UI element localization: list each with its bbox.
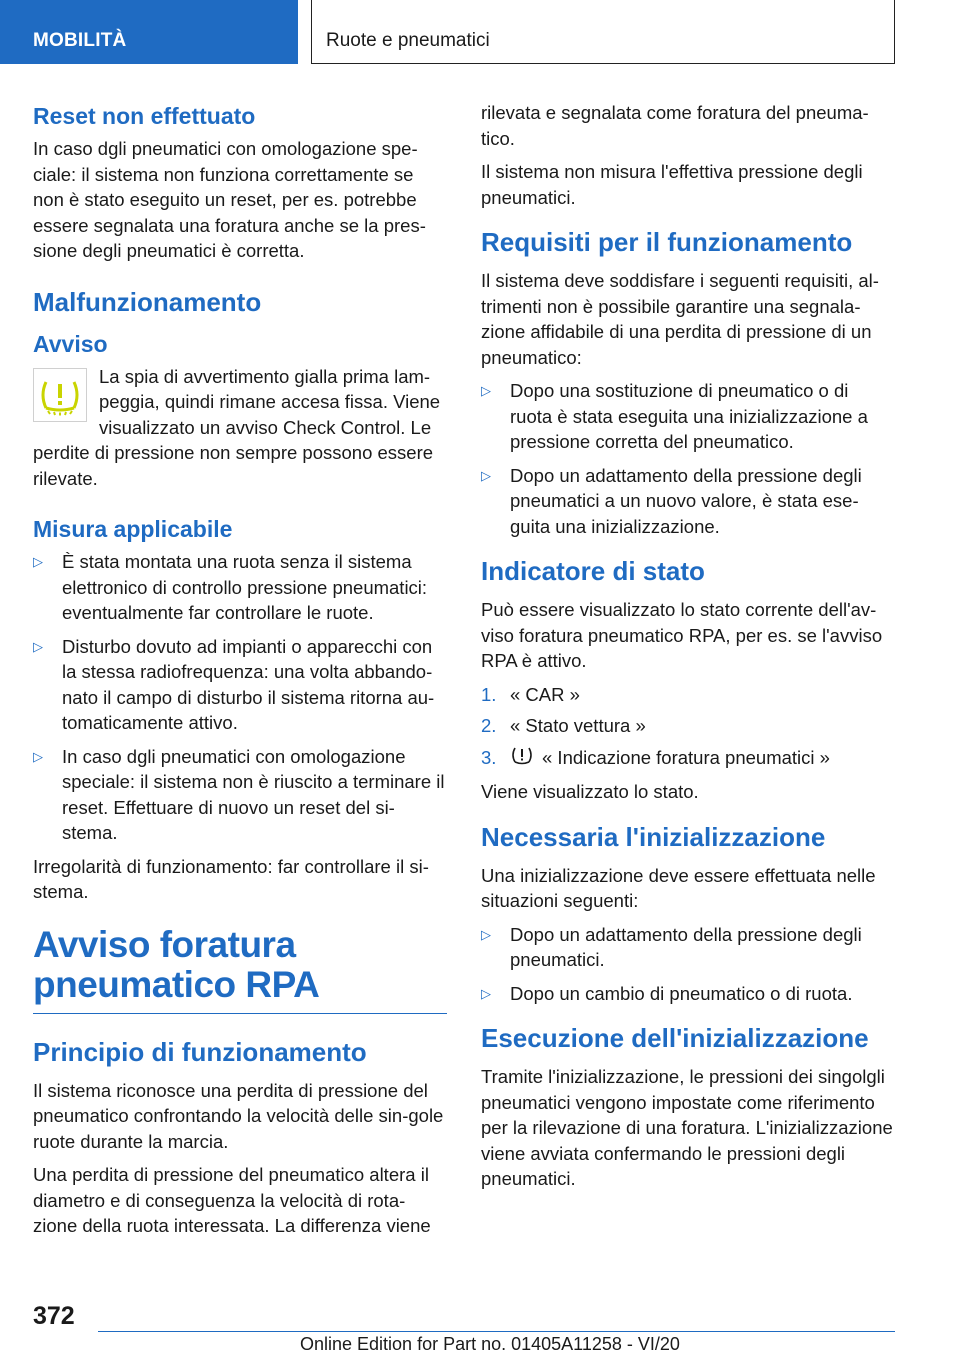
warning-block	[33, 364, 447, 500]
init-needed-list	[481, 922, 895, 1007]
triangle-bullet-icon: ▷	[33, 638, 43, 654]
reset-heading: Reset non effettuato	[33, 103, 256, 129]
tire-pressure-inline-icon	[510, 745, 534, 774]
malfunction-heading: Malfunzionamento	[33, 286, 262, 317]
list-item: ▷ Dopo un adattamento della pressione degli pneumatici a un nuovo valore, è stata ese-guita una inizializzazione.	[481, 464, 862, 537]
reset-paragraph: In caso dgli pneumatici con omologazione spe-ciale: il sistema non funziona correttamente se non è stato eseguito un reset, per es. potrebbe essere segnalata una foratura anche se la pres-sione degli pneumatici è corretta.	[33, 138, 426, 261]
principle-paragraph-2: Una perdita di pressione del pneumatico altera il diametro e di conseguenza la velocità di rota-zione della ruota interessata. La differenza viene	[33, 1164, 431, 1236]
triangle-bullet-icon: ▷	[481, 467, 491, 483]
principle-paragraph-1: Il sistema riconosce una perdita di pressione del pneumatico confrontando la velocità delle sin-gole ruote durante la marcia.	[33, 1079, 444, 1152]
step-item: 2. « Stato vettura »	[481, 715, 646, 736]
step-item: 1. « CAR »	[481, 683, 580, 705]
measure-list	[33, 549, 447, 846]
triangle-bullet-icon: ▷	[481, 926, 491, 942]
list-item: ▷ Dopo un cambio di pneumatico o di ruota.	[481, 981, 895, 1007]
init-needed-paragraph: Una inizializzazione deve essere effettuata nelle situazioni seguenti:	[481, 864, 876, 911]
init-exec-paragraph: Tramite l'inizializzazione, le pressioni dei singolgli pneumatici vengono impostate come riferimento per la rilevazione di una foratura. L'inizializzazione viene avviata confermando le pressioni degli pneumatici.	[481, 1066, 893, 1189]
list-item: ▷ Disturbo dovuto ad impianti o apparecchi con la stessa radiofrequenza: una volta abbando-nato il campo di disturbo il sistema ritorna au-tomaticamente attivo.	[33, 635, 435, 733]
requirements-heading: Requisiti per il funzionamento	[481, 227, 853, 257]
rpa-chapter-heading-block	[33, 925, 447, 1014]
step-item: 3. « Indicazione foratura pneumatici »	[481, 745, 895, 774]
status-result-paragraph: Viene visualizzato lo stato.	[481, 781, 699, 802]
principle-heading: Principio di funzionamento	[33, 1036, 367, 1067]
footer-edition: Online Edition for Part no. 01405A11258 - VI/20	[300, 1334, 680, 1354]
header-chapter-title: Ruote e pneumatici	[311, 0, 895, 64]
rpa-heading: Avviso foratura pneumatico RPA	[33, 923, 320, 1005]
init-exec-heading: Esecuzione dell'inizializzazione	[481, 1023, 869, 1053]
list-item: ▷ È stata montata una ruota senza il sistema elettronico di controllo pressione pneumatici: eventualmente far controllare le ruote.	[33, 551, 428, 623]
irregular-paragraph: Irregolarità di funzionamento: far controllare il si-stema.	[33, 855, 429, 902]
triangle-bullet-icon: ▷	[33, 748, 43, 764]
right-column	[481, 100, 895, 1200]
page-number: 372	[33, 1302, 75, 1330]
init-needed-heading: Necessaria l'inizializzazione	[481, 821, 826, 852]
continued-paragraph-1: rilevata e segnalata come foratura del pneuma-tico.	[481, 102, 869, 149]
footer-divider	[98, 1331, 895, 1332]
triangle-bullet-icon: ▷	[481, 383, 491, 398]
status-steps	[481, 682, 895, 774]
warning-paragraph: La spia di avvertimento gialla prima lam-peggia, quindi rimane accesa fissa. Viene visualizzato un avviso Check Control. Le perdite di pressione non sempre possono essere rilevate.	[33, 365, 441, 489]
measure-heading: Misura applicabile	[33, 516, 233, 542]
triangle-bullet-icon: ▷	[33, 554, 43, 569]
triangle-bullet-icon: ▷	[481, 985, 491, 1001]
list-item: ▷ Dopo un adattamento della pressione degli pneumatici.	[481, 923, 862, 970]
header-section-label: MOBILITÀ	[0, 0, 298, 64]
list-item: ▷ Dopo una sostituzione di pneumatico o di ruota è stata eseguita una inizializzazione a pressione corretta del pneumatico.	[481, 380, 868, 452]
tire-pressure-warning-icon	[33, 368, 87, 422]
status-heading: Indicatore di stato	[481, 556, 705, 586]
continued-paragraph-2: Il sistema non misura l'effettiva pressione degli pneumatici.	[481, 161, 863, 208]
list-item: ▷ In caso dgli pneumatici con omologazione speciale: il sistema non è riuscito a terminare il reset. Effettuare di nuovo un reset del si-stema.	[33, 745, 445, 843]
left-column	[33, 100, 447, 1247]
requirements-list	[481, 378, 895, 539]
warning-heading: Avviso	[33, 330, 108, 357]
status-paragraph: Può essere visualizzato lo stato corrente dell'av-viso foratura pneumatico RPA, per es. se l'avviso RPA è attivo.	[481, 599, 883, 671]
requirements-paragraph: Il sistema deve soddisfare i seguenti requisiti, al-trimenti non è possibile garantire una segnala-zione affidabile di una perdita di pressione di un pneumatico:	[481, 270, 879, 368]
